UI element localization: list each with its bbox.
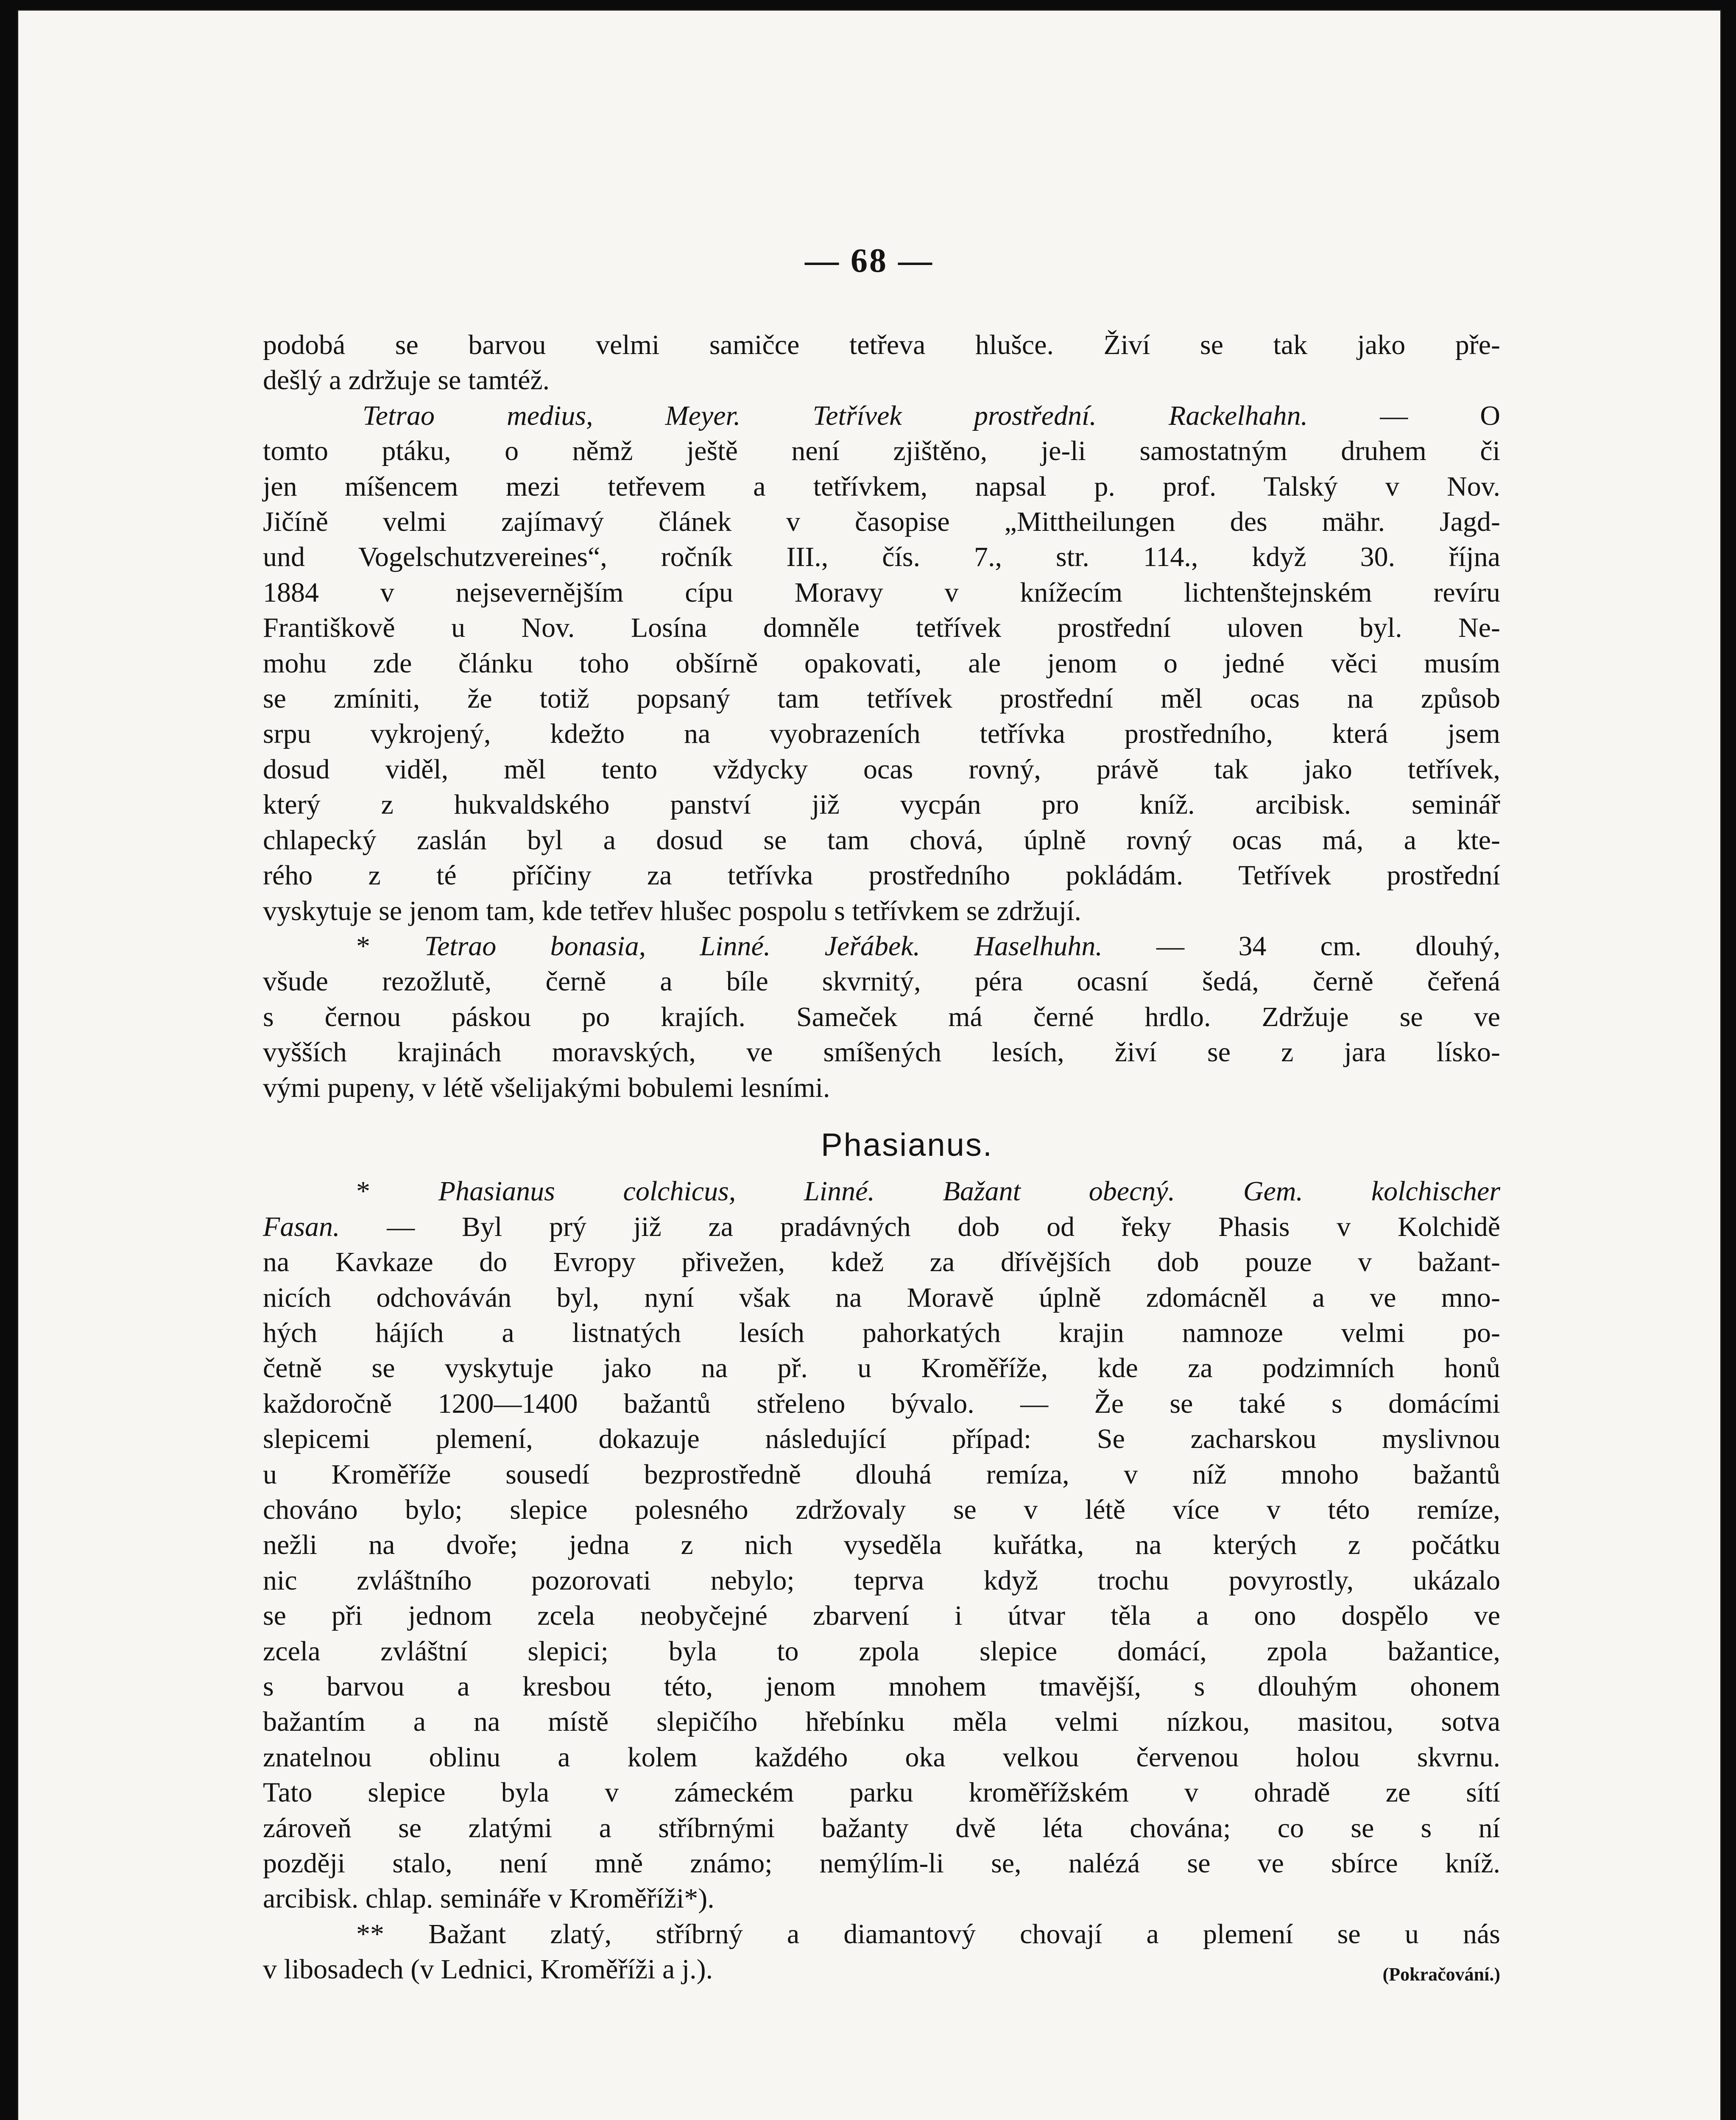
text-line: zároveň se zlatými a stříbrnými bažanty dvě léta chována; co se s ní bbox=[263, 1812, 1500, 1844]
text-line: který z hukvaldského panství již vycpán pro kníž. arcibisk. seminář bbox=[263, 789, 1500, 820]
entry-text: — Byl prý již za pradávných dob od řeky Phasis v Kolchidě bbox=[387, 1211, 1501, 1242]
text-line: Františkově u Nov. Losína domněle tetřívek prostřední uloven byl. Ne- bbox=[263, 612, 1500, 644]
text-line: srpu vykrojený, kdežto na vyobrazeních tetřívka prostředního, která jsem bbox=[263, 718, 1500, 750]
entry-text: — O bbox=[1380, 400, 1501, 431]
text-line: četně se vyskytuje jako na př. u Kroměříže, kde za podzimních honů bbox=[263, 1353, 1500, 1384]
text-line: se při jednom zcela neobyčejné zbarvení i útvar těla a ono dospělo ve bbox=[263, 1600, 1500, 1632]
scanned-page bbox=[17, 9, 1722, 2120]
entry-tetrao-medius bbox=[263, 398, 1500, 433]
text-line: 1884 v nejsevernějším cípu Moravy v knížecím lichtenštejnském revíru bbox=[263, 577, 1500, 608]
german-name: kolchischer bbox=[1371, 1176, 1501, 1207]
text-line: jen míšencem mezi tetřevem a tetřívkem, napsal p. prof. Talský v Nov. bbox=[263, 471, 1500, 502]
text-line: zcela zvláštní slepici; byla to zpola slepice domácí, zpola bažantice, bbox=[263, 1635, 1500, 1667]
entry-tetrao-bonasia bbox=[263, 929, 1500, 964]
text-line: Jičíně velmi zajímavý článek v časopise „Mittheilungen des mähr. Jagd- bbox=[263, 506, 1500, 538]
czech-name: Bažant obecný. bbox=[943, 1176, 1175, 1207]
czech-name: Jeřábek. bbox=[824, 930, 921, 962]
german-prefix: Gem. bbox=[1243, 1176, 1303, 1207]
text-line: und Vogelschutzvereines“, ročník III., čís. 7., str. 114., když 30. října bbox=[263, 541, 1500, 573]
entry-text: — 34 cm. dlouhý, bbox=[1156, 930, 1501, 962]
text-line: později stalo, není mně známo; nemýlím-li se, nalézá se ve sbírce kníž. bbox=[263, 1848, 1500, 1879]
section-heading: Phasianus. bbox=[821, 1127, 994, 1163]
asterisk-marker: * bbox=[356, 930, 370, 962]
asterisk-marker: * bbox=[356, 1176, 370, 1207]
german-name-cont: Fasan. bbox=[263, 1211, 340, 1242]
text-line: na Kavkaze do Evropy přivežen, kdež za dřívějších dob pouze v bažant- bbox=[263, 1247, 1500, 1278]
text-line: rého z té příčiny za tetřívka prostředního pokládám. Tetřívek prostřední bbox=[263, 860, 1500, 891]
text-line: všude rezožlutě, černě a bíle skvrnitý, péra ocasní šedá, černě čeřená bbox=[263, 966, 1500, 997]
czech-name: Tetřívek prostřední. bbox=[812, 400, 1097, 431]
text-line: každoročně 1200—1400 bažantů střeleno bývalo. — Že se také s domácími bbox=[263, 1388, 1500, 1419]
text-line: chlapecký zaslán byl a dosud se tam chová, úplně rovný ocas má, a kte- bbox=[263, 824, 1500, 856]
text-line: podobá se barvou velmi samičce tetřeva hlušce. Živí se tak jako pře- bbox=[263, 329, 1500, 360]
german-name: Rackelhahn. bbox=[1169, 400, 1308, 431]
text-line: dešlý a zdržuje se tamtéž. bbox=[263, 365, 550, 396]
latin-name: Tetrao bonasia, bbox=[424, 930, 646, 962]
text-line: bažantím a na místě slepičího hřebínku měla velmi nízkou, masitou, sotva bbox=[263, 1706, 1500, 1738]
text-line bbox=[263, 1209, 1500, 1244]
text-line: ** Bažant zlatý, stříbrný a diamantový chovají a plemení se u nás bbox=[356, 1918, 1500, 1950]
text-line: chováno bylo; slepice polesného zdržovaly se v létě více v této remíze, bbox=[263, 1494, 1500, 1525]
text-line: s černou páskou po krajích. Sameček má černé hrdlo. Zdržuje se ve bbox=[263, 1001, 1500, 1032]
entry-phasianus-colchicus bbox=[263, 1174, 1500, 1209]
page-number: — 68 — bbox=[805, 242, 934, 279]
text-line: tomto ptáku, o němž ještě není zjištěno, je-li samostatným druhem či bbox=[263, 435, 1500, 467]
text-line: arcibisk. chlap. semináře v Kroměříži*). bbox=[263, 1883, 714, 1914]
text-line: hých hájích a listnatých lesích pahorkatých krajin namnoze velmi po- bbox=[263, 1317, 1500, 1348]
text-line: nicích odchováván byl, nyní však na Moravě úplně zdomácněl a ve mno- bbox=[263, 1282, 1500, 1313]
text-line: vými pupeny, v létě všelijakými bobulemi lesními. bbox=[263, 1072, 830, 1103]
text-line: slepicemi plemení, dokazuje následující případ: Se zacharskou myslivnou bbox=[263, 1423, 1500, 1455]
author-name: Linné. bbox=[804, 1176, 875, 1207]
text-line: vyšších krajinách moravských, ve smíšených lesích, živí se z jara lísko- bbox=[263, 1037, 1500, 1068]
text-line: mohu zde článku toho obšírně opakovati, ale jenom o jedné věci musím bbox=[263, 647, 1500, 679]
text-line: vyskytuje se jenom tam, kde tetřev hlušec pospolu s tetřívkem se zdržují. bbox=[263, 895, 1082, 926]
text-content: v libosadech (v Lednici, Kroměříži a j.). bbox=[263, 1954, 713, 1985]
text-line-final bbox=[263, 1952, 1500, 1987]
text-line: nežli na dvoře; jedna z nich vyseděla kuřátka, na kterých z počátku bbox=[263, 1529, 1500, 1561]
german-name: Haselhuhn. bbox=[974, 930, 1102, 962]
text-line: s barvou a kresbou této, jenom mnohem tmavější, s dlouhým ohonem bbox=[263, 1671, 1500, 1702]
latin-name: Tetrao medius, bbox=[363, 400, 593, 431]
continuation-note: (Pokračování.) bbox=[1382, 1964, 1500, 1985]
main-text bbox=[263, 327, 1500, 1992]
text-line: nic zvláštního pozorovati nebylo; teprva když trochu povyrostly, ukázalo bbox=[263, 1565, 1500, 1596]
text-line: znatelnou oblinu a kolem každého oka velkou červenou holou skvrnu. bbox=[263, 1741, 1500, 1773]
text-line: se zmíniti, že totiž popsaný tam tetřívek prostřední měl ocas na způsob bbox=[263, 683, 1500, 714]
latin-name: Phasianus colchicus, bbox=[438, 1176, 736, 1207]
text-line: u Kroměříže sousedí bezprostředně dlouhá remíza, v níž mnoho bažantů bbox=[263, 1459, 1500, 1490]
author-name: Meyer. bbox=[665, 400, 741, 431]
text-line: Tato slepice byla v zámeckém parku kroměřížském v ohradě ze sítí bbox=[263, 1777, 1500, 1808]
text-line: dosud viděl, měl tento vždycky ocas rovný, právě tak jako tetřívek, bbox=[263, 753, 1500, 785]
author-name: Linné. bbox=[700, 930, 771, 962]
